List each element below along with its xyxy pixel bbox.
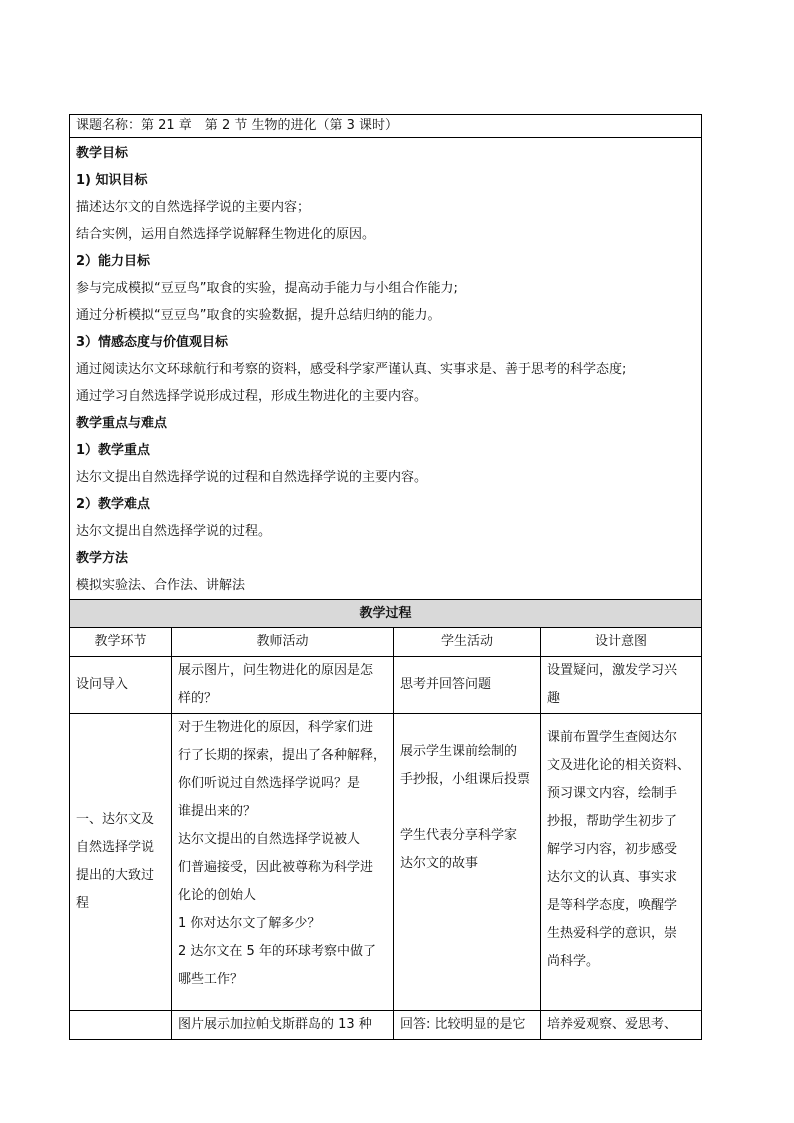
column-header: 设计意图 [541, 628, 702, 657]
lesson-title: 课题名称：第 21 章 第 2 节 生物的进化（第 3 课时） [70, 115, 702, 138]
lesson-plan [69, 114, 701, 1040]
focus-text: 达尔文提出自然选择学说的过程和自然选择学说的主要内容。 [76, 470, 428, 485]
difficulty-heading: 2）教学难点 [76, 497, 151, 512]
teacher-cell [172, 1011, 394, 1040]
cell-line: 培养爱观察、爱思考、 [547, 1017, 678, 1032]
key-points-heading: 教学重点与难点 [76, 416, 168, 431]
objectives-section [70, 138, 702, 600]
ability-item: 参与完成模拟“豆豆鸟”取食的实验，提高动手能力与小组合作能力; [76, 281, 458, 296]
cell-line: 手抄报，小组课后投票 [400, 772, 531, 787]
cell-line: 生热爱科学的意识，崇 [547, 926, 678, 941]
knowledge-heading: 1) 知识目标 [76, 173, 148, 188]
cell-line: 样的？ [178, 691, 218, 706]
column-header: 教学环节 [70, 628, 172, 657]
objectives-heading: 教学目标 [76, 146, 129, 161]
intent-cell [541, 714, 702, 1011]
cell-line: 达尔文的故事 [400, 856, 479, 871]
cell-line: 课前布置学生查阅达尔 [547, 730, 678, 745]
student-cell [394, 1011, 541, 1040]
methods-heading: 教学方法 [76, 551, 129, 566]
lesson-plan-table [69, 114, 702, 1040]
table-row [70, 657, 702, 714]
cell-line: 是等科学态度，唤醒学 [547, 898, 678, 913]
cell-line: 设问导入 [76, 677, 129, 692]
stage-cell [70, 657, 172, 714]
cell-line: 设置疑问，激发学习兴 [547, 663, 678, 678]
cell-line: 学生代表分享科学家 [400, 828, 518, 843]
difficulty-text: 达尔文提出自然选择学说的过程。 [76, 524, 272, 539]
column-header: 学生活动 [394, 628, 541, 657]
cell-line: 2 达尔文在 5 年的环球考察中做了 [178, 944, 376, 959]
cell-spacer [400, 794, 534, 822]
process-title: 教学过程 [70, 600, 702, 628]
cell-line: 对于生物进化的原因，科学家们进 [178, 720, 374, 735]
emotion-item: 通过阅读达尔文环球航行和考察的资料，感受科学家严谨认真、实事求是、善于思考的科学态度; [76, 362, 627, 377]
emotion-heading: 3）情感态度与价值观目标 [76, 335, 229, 350]
intent-cell [541, 657, 702, 714]
cell-line: 行了长期的探索，提出了各种解释， [178, 748, 387, 763]
student-cell [394, 714, 541, 1011]
cell-line: 你们听说过自然选择学说吗？是 [178, 776, 361, 791]
teacher-cell [172, 657, 394, 714]
emotion-item: 通过学习自然选择学说形成过程，形成生物进化的主要内容。 [76, 389, 428, 404]
cell-line: 展示图片，问生物进化的原因是怎 [178, 663, 374, 678]
cell-line: 图片展示加拉帕戈斯群岛的 13 种 [178, 1017, 372, 1032]
stage-cell [70, 714, 172, 1011]
cell-line: 预习课文内容，绘制手 [547, 786, 678, 801]
table-row [70, 714, 702, 1011]
cell-line: 哪些工作？ [178, 972, 244, 987]
cell-line: 自然选择学说 [76, 840, 155, 855]
cell-line: 谁提出来的？ [178, 804, 257, 819]
cell-line: 展示学生课前绘制的 [400, 744, 518, 759]
ability-heading: 2）能力目标 [76, 254, 151, 269]
cell-line: 1 你对达尔文了解多少？ [178, 916, 321, 931]
column-header: 教师活动 [172, 628, 394, 657]
cell-line: 文及进化论的相关资料、 [547, 758, 691, 773]
table-row [70, 1011, 702, 1040]
cell-line: 一、达尔文及 [76, 812, 155, 827]
knowledge-item: 结合实例，运用自然选择学说解释生物进化的原因。 [76, 227, 376, 242]
focus-heading: 1）教学重点 [76, 443, 151, 458]
stage-cell [70, 1011, 172, 1040]
cell-line: 化论的创始人 [178, 888, 257, 903]
cell-line: 提出的大致过 [76, 868, 155, 883]
cell-line: 程 [76, 896, 90, 911]
cell-line: 达尔文的认真、事实求 [547, 870, 678, 885]
cell-line: 解学习内容，初步感受 [547, 842, 678, 857]
methods-text: 模拟实验法、合作法、讲解法 [76, 578, 246, 593]
cell-line: 尚科学。 [547, 954, 600, 969]
cell-line: 们普遍接受，因此被尊称为科学进 [178, 860, 374, 875]
ability-item: 通过分析模拟“豆豆鸟”取食的实验数据，提升总结归纳的能力。 [76, 308, 441, 323]
cell-line: 思考并回答问题 [400, 677, 492, 692]
cell-line: 达尔文提出的自然选择学说被人 [178, 832, 361, 847]
cell-line: 回答: 比较明显的是它 [400, 1017, 526, 1032]
knowledge-item: 描述达尔文的自然选择学说的主要内容； [76, 200, 311, 215]
cell-line: 抄报，帮助学生初步了 [547, 814, 678, 829]
teacher-cell [172, 714, 394, 1011]
intent-cell [541, 1011, 702, 1040]
student-cell [394, 657, 541, 714]
cell-line: 趣 [547, 691, 561, 706]
